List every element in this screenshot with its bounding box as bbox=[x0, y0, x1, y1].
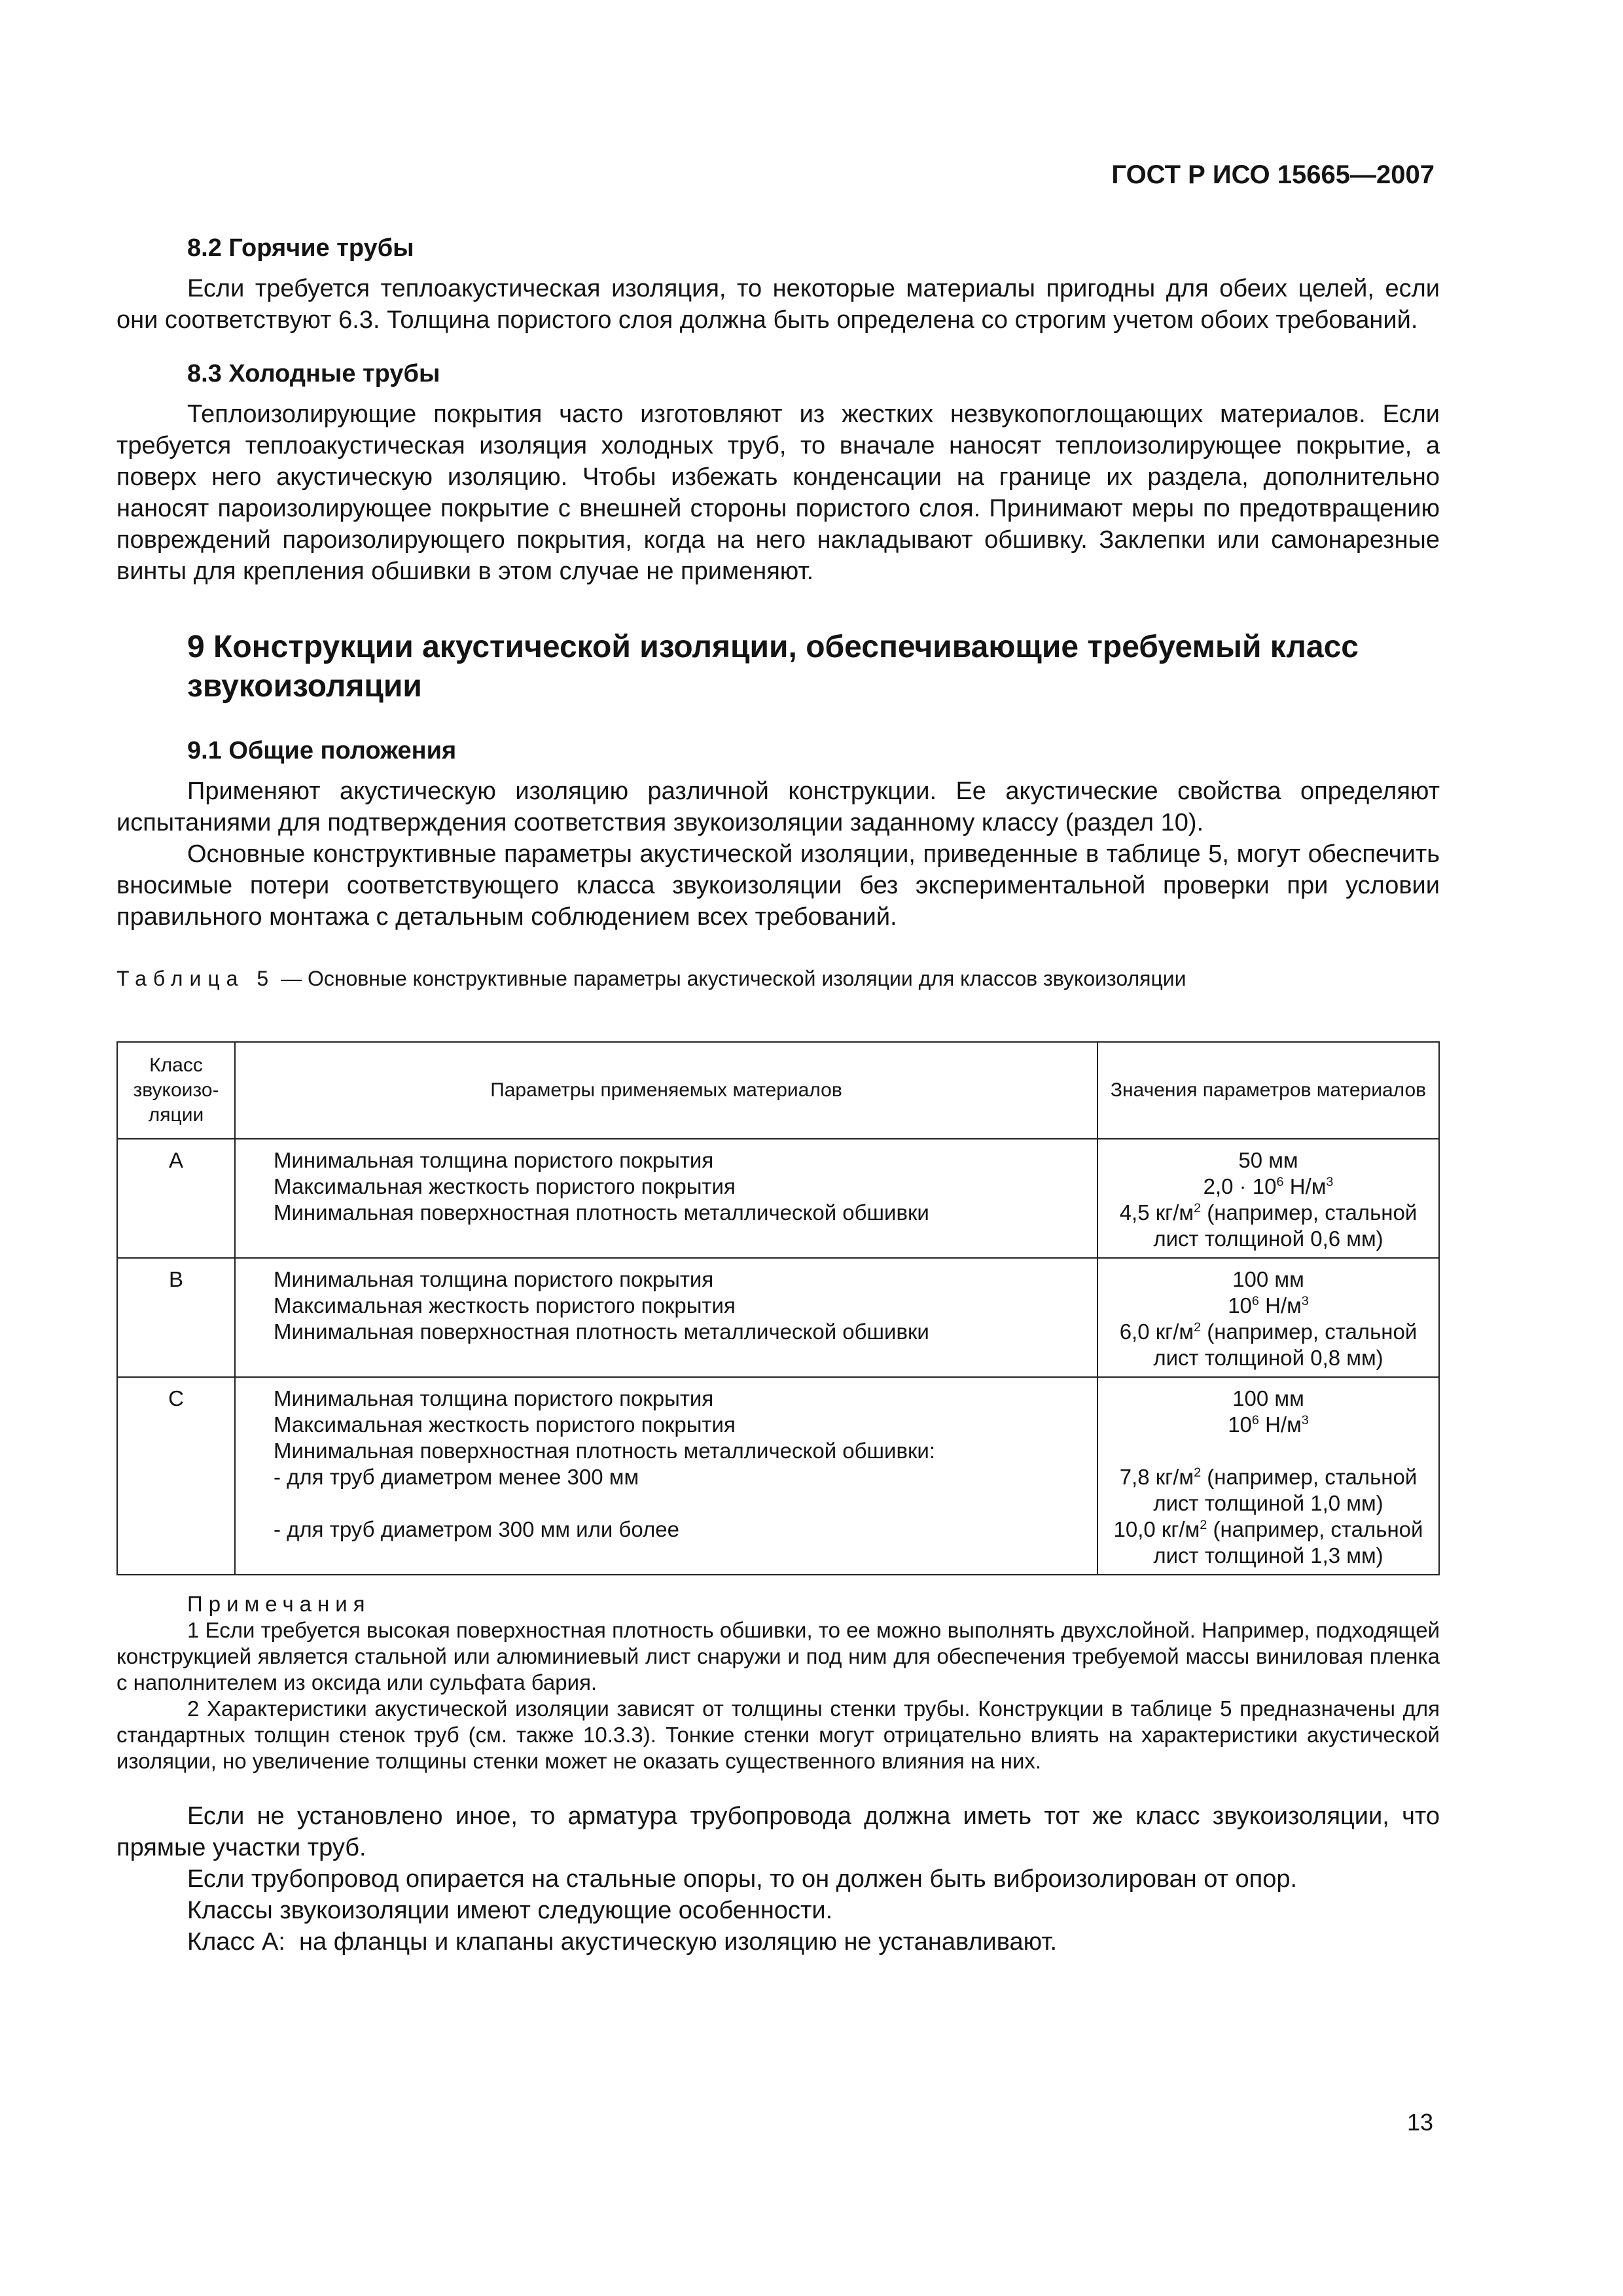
value-unit-exponent: 3 bbox=[1301, 1294, 1309, 1308]
value-base: 10 bbox=[1228, 1293, 1252, 1318]
class-cell: A bbox=[117, 1139, 235, 1258]
header-params: Параметры применяемых материалов bbox=[235, 1042, 1097, 1139]
value-line bbox=[1103, 1516, 1433, 1569]
class-cell: B bbox=[117, 1258, 235, 1377]
value-rest: (например, стальной лист толщиной 0,8 мм) bbox=[1153, 1319, 1418, 1370]
table-5-caption bbox=[116, 965, 1440, 992]
table-5-title: — Основные конструктивные параметры акустической изоляции для классов звукоизоляции bbox=[275, 967, 1186, 990]
values-cell bbox=[1097, 1377, 1439, 1575]
spacer bbox=[274, 1490, 1090, 1516]
section-9-1-paragraph-2: Основные конструктивные параметры акустической изоляции, приведенные в таблице 5, могут обеспечить вносимые потери соответствующего класса звукоизоляции без экспериментальной проверки при условии правильного монтажа с детальным соблюдением всех требований. bbox=[116, 840, 1440, 931]
param-line: Минимальная поверхностная плотность металлической обшивки bbox=[274, 1319, 929, 1344]
paragraph: Если не установлено иное, то арматура трубопровода должна иметь тот же класс звукоизоляции, что прямые участки труб. bbox=[116, 1803, 1440, 1861]
value-line bbox=[1103, 1412, 1433, 1438]
value-exponent: 6 bbox=[1251, 1413, 1259, 1427]
value-line: 50 мм bbox=[1238, 1148, 1298, 1172]
value-exponent: 2 bbox=[1194, 1465, 1202, 1480]
param-line: - для труб диаметром менее 300 мм bbox=[274, 1465, 639, 1489]
section-9-heading: 9 Конструкции акустической изоляции, обеспечивающие требуемый класс звукоизоляции bbox=[187, 630, 1359, 704]
value-rest: (например, стальной лист толщиной 1,3 мм) bbox=[1153, 1517, 1423, 1568]
value-unit: Н/м bbox=[1283, 1174, 1327, 1198]
section-8-3-paragraph: Теплоизолирующие покрытия часто изготовляют из жестких незвукопоглощающих материалов. Если требуется теплоакустическая изоляция холодных труб, то вначале наносят теплоизолирующее покрытие, а поверх него акустическую изоляцию. Чтобы избежать конденсации на границе их раздела, дополнительно наносят пароизолирующее покрытие с внешней стороны пористого слоя. Принимают меры по предотвращению повреждений пароизолирующего покрытия, когда на него накладывают обшивку. Заклепки или самонарезные винты для крепления обшивки в этом случае не применяют. bbox=[116, 401, 1440, 585]
value-base: 6,0 кг/м bbox=[1119, 1319, 1194, 1344]
class-cell: C bbox=[117, 1377, 235, 1575]
table-notes bbox=[116, 1591, 1440, 1774]
value-base: 7,8 кг/м bbox=[1119, 1465, 1194, 1489]
paragraph: Класс А: на фланцы и клапаны акустическую изоляцию не устанавливают. bbox=[187, 1928, 1058, 1956]
value-base: 10 bbox=[1228, 1412, 1252, 1437]
section-9-1-heading: 9.1 Общие положения bbox=[187, 737, 457, 764]
page-number: 13 bbox=[1406, 2109, 1433, 2136]
param-line: Минимальная толщина пористого покрытия bbox=[274, 1386, 714, 1410]
param-line: Минимальная поверхностная плотность металлической обшивки: bbox=[274, 1439, 936, 1463]
value-line bbox=[1103, 1293, 1433, 1319]
params-cell bbox=[235, 1377, 1097, 1575]
values-cell bbox=[1097, 1139, 1439, 1258]
value-exponent: 6 bbox=[1251, 1294, 1259, 1308]
note-1: 1 Если требуется высокая поверхностная плотность обшивки, то ее можно выполнять двухслойной. Например, подходящей конструкцией является стальной или алюминиевый лист снаружи и под ним для обеспечения требуемой массы виниловая пленка с наполнителем из оксида или сульфата бария. bbox=[116, 1618, 1440, 1695]
page-content bbox=[116, 232, 1440, 1958]
values-cell bbox=[1097, 1258, 1439, 1377]
note-2: 2 Характеристики акустической изоляции зависят от толщины стенки трубы. Конструкции в таблице 5 предназначены для стандартных толщин стенок труб (см. также 10.3.3). Тонкие стенки могут отрицательно влиять на характеристики акустической изоляции, но увеличение толщины стенки может не оказать существенного влияния на них. bbox=[116, 1696, 1440, 1773]
param-line: Минимальная поверхностная плотность металлической обшивки bbox=[274, 1200, 929, 1225]
value-unit: Н/м bbox=[1258, 1412, 1302, 1437]
value-unit-exponent: 3 bbox=[1301, 1413, 1309, 1427]
param-line: Минимальная толщина пористого покрытия bbox=[274, 1267, 714, 1291]
section-9-1-paragraph-1: Применяют акустическую изоляцию различной конструкции. Ее акустические свойства определяют испытаниями для подтверждения соответствия звукоизоляции заданному классу (раздел 10). bbox=[116, 778, 1440, 836]
after-table-text bbox=[116, 1801, 1440, 1958]
header-class: Класс звукоизо-ляции bbox=[117, 1042, 235, 1139]
table-row-class-b bbox=[117, 1258, 1439, 1377]
value-line bbox=[1103, 1464, 1433, 1516]
table-row-class-c bbox=[117, 1377, 1439, 1575]
section-8-2-heading: 8.2 Горячие трубы bbox=[187, 234, 414, 262]
value-rest: (например, стальной лист толщиной 0,6 мм) bbox=[1153, 1200, 1418, 1251]
value-line bbox=[1103, 1174, 1433, 1200]
value-exponent: 2 bbox=[1194, 1320, 1202, 1335]
value-line: 100 мм bbox=[1232, 1386, 1304, 1410]
table-5-label: Таблица 5 bbox=[116, 967, 276, 990]
section-8-2-paragraph: Если требуется теплоакустическая изоляция, то некоторые материалы пригодны для обеих целей, если они соответствуют 6.3. Толщина пористого слоя должна быть определена со строгим учетом обоих требований. bbox=[116, 275, 1440, 334]
value-base: 2,0 · 10 bbox=[1203, 1174, 1277, 1198]
value-rest: (например, стальной лист толщиной 1,0 мм) bbox=[1153, 1465, 1418, 1515]
value-unit: Н/м bbox=[1258, 1293, 1302, 1318]
table-header-row bbox=[117, 1042, 1439, 1139]
section-8-3-heading: 8.3 Холодные трубы bbox=[187, 360, 440, 387]
value-exponent: 2 bbox=[1194, 1201, 1202, 1215]
param-line: - для труб диаметром 300 мм или более bbox=[274, 1517, 679, 1541]
value-line bbox=[1103, 1319, 1433, 1371]
params-cell bbox=[235, 1258, 1097, 1377]
value-line bbox=[1103, 1200, 1433, 1252]
param-line: Максимальная жесткость пористого покрытия bbox=[274, 1412, 736, 1437]
value-base: 10,0 кг/м bbox=[1113, 1517, 1200, 1541]
value-exponent: 6 bbox=[1276, 1175, 1284, 1189]
paragraph: Классы звукоизоляции имеют следующие особенности. bbox=[187, 1897, 833, 1924]
value-base: 4,5 кг/м bbox=[1119, 1200, 1194, 1225]
table-5 bbox=[116, 1041, 1440, 1575]
param-line: Минимальная толщина пористого покрытия bbox=[274, 1148, 714, 1172]
param-line: Максимальная жесткость пористого покрытия bbox=[274, 1174, 736, 1198]
document-header: ГОСТ Р ИСО 15665—2007 bbox=[1111, 160, 1435, 189]
params-cell bbox=[235, 1139, 1097, 1258]
value-line: 100 мм bbox=[1232, 1267, 1304, 1291]
value-exponent: 2 bbox=[1200, 1518, 1207, 1532]
table-row-class-a bbox=[117, 1139, 1439, 1258]
header-values: Значения параметров материалов bbox=[1097, 1042, 1439, 1139]
spacer bbox=[1103, 1438, 1433, 1464]
notes-heading: Примечания bbox=[187, 1592, 371, 1616]
param-line: Максимальная жесткость пористого покрытия bbox=[274, 1293, 736, 1318]
paragraph: Если трубопровод опирается на стальные опоры, то он должен быть виброизолирован от опор. bbox=[187, 1865, 1298, 1893]
value-unit-exponent: 3 bbox=[1326, 1175, 1334, 1189]
